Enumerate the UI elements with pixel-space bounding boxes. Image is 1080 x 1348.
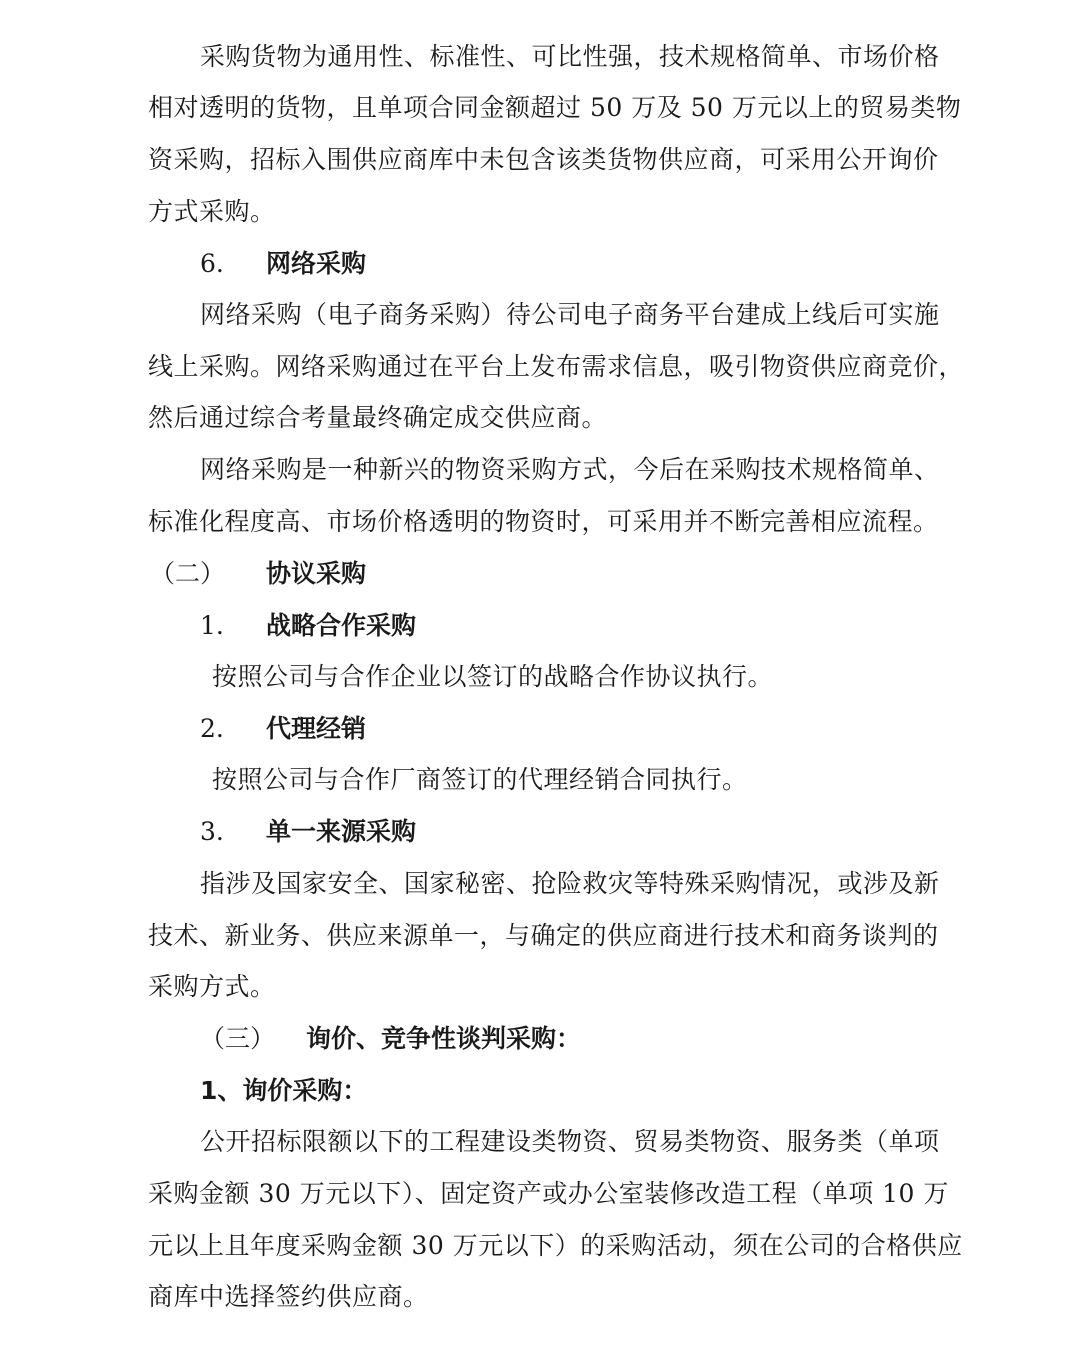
paragraph-line: 按照公司与合作厂商签订的代理经销合同执行。 [212, 765, 748, 794]
paragraph-line: 技术、新业务、供应来源单一，与确定的供应商进行技术和商务谈判的 [148, 921, 939, 950]
section-heading: 单一来源采购 [266, 817, 417, 846]
section-number: 6. [200, 249, 224, 278]
section-heading: 网络采购 [266, 249, 367, 278]
paragraph-line: 采购金额 30 万元以下）、固定资产或办公室装修改造工程（单项 10 万 [148, 1179, 949, 1208]
section-number: 3. [200, 817, 224, 846]
paragraph-line: 相对透明的货物，且单项合同金额超过 50 万及 50 万元以上的贸易类物 [148, 93, 962, 122]
section-number: 1. [200, 611, 224, 640]
paragraph-line: 线上采购。网络采购通过在平台上发布需求信息，吸引物资供应商竞价， [148, 352, 965, 381]
paragraph-line: 采购方式。 [148, 972, 276, 1001]
paragraph-line: 采购货物为通用性、标准性、可比性强，技术规格简单、市场价格 [200, 42, 940, 71]
paragraph-line: 指涉及国家安全、国家秘密、抢险救灾等特殊采购情况，或涉及新 [200, 869, 940, 898]
section-number: （二） [150, 559, 226, 588]
paragraph-line: 资采购，招标入围供应商库中未包含该类货物供应商，可采用公开询价 [148, 145, 939, 174]
paragraph-line: 按照公司与合作企业以签订的战略合作协议执行。 [212, 662, 774, 691]
paragraph-line: 网络采购（电子商务采购）待公司电子商务平台建成上线后可实施 [200, 300, 940, 329]
section-heading: 询价、竞争性谈判采购： [306, 1024, 582, 1053]
section-heading: 协议采购 [266, 559, 367, 588]
paragraph-line: 标准化程度高、市场价格透明的物资时，可采用并不断完善相应流程。 [148, 507, 939, 536]
section-number: 2. [200, 714, 224, 743]
paragraph-line: 然后通过综合考量最终确定成交供应商。 [148, 403, 608, 432]
paragraph-line: 元以上且年度采购金额 30 万元以下）的采购活动，须在公司的合格供应 [148, 1231, 963, 1260]
section-number: （三） [200, 1024, 276, 1053]
paragraph-line: 公开招标限额以下的工程建设类物资、贸易类物资、服务类（单项 [200, 1127, 940, 1156]
paragraph-line: 商库中选择签约供应商。 [148, 1282, 429, 1311]
paragraph-line: 网络采购是一种新兴的物资采购方式，今后在采购技术规格简单、 [200, 455, 940, 484]
section-heading: 战略合作采购 [266, 611, 417, 640]
subsection-heading: 1、询价采购： [200, 1076, 368, 1105]
paragraph-line: 方式采购。 [148, 197, 276, 226]
section-heading: 代理经销 [266, 714, 367, 743]
